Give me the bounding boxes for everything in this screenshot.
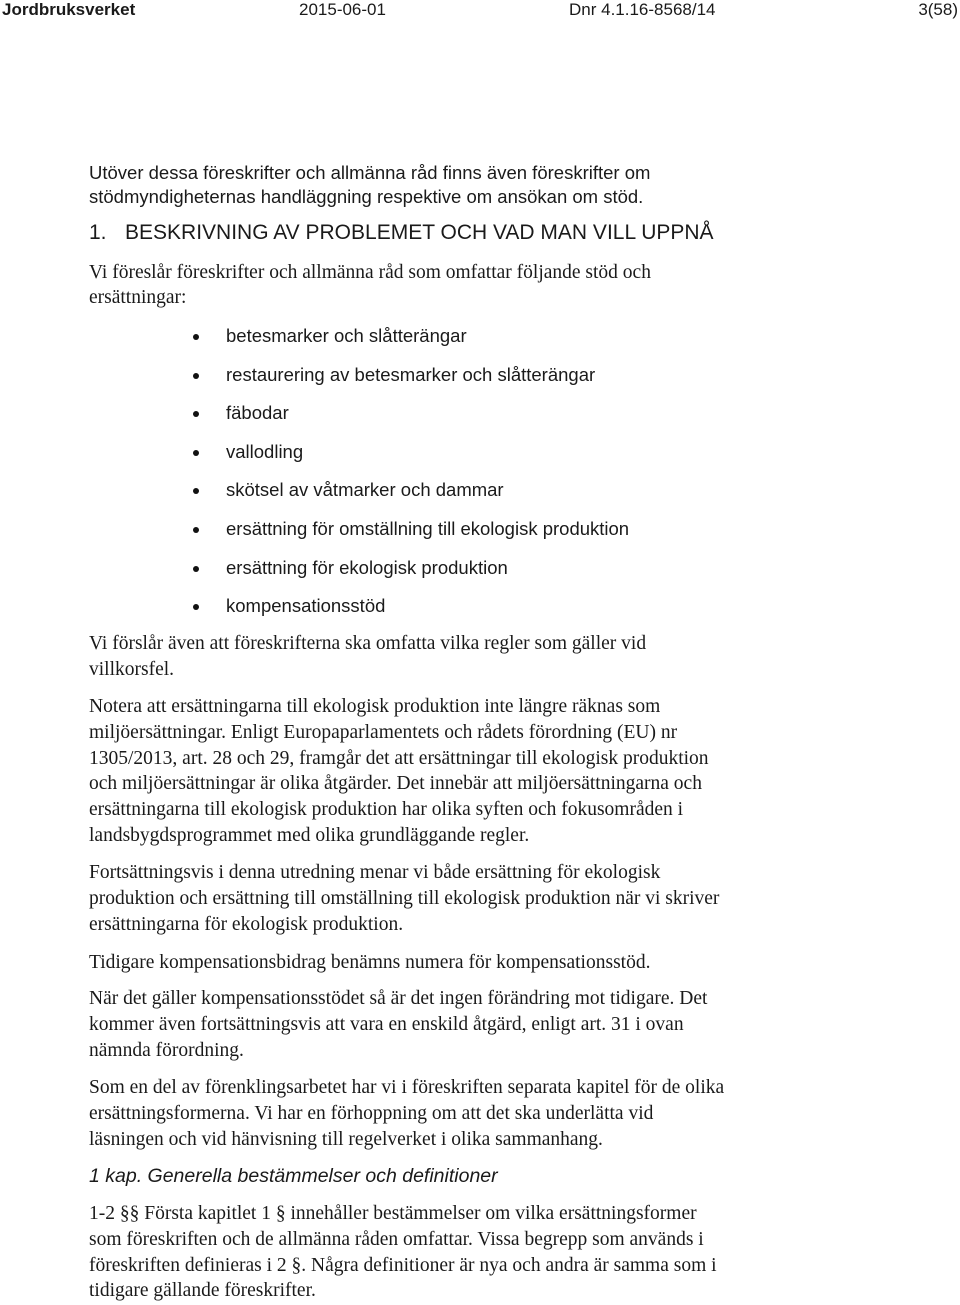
bullet-icon — [193, 488, 199, 494]
paragraph-villkorsfel — [89, 631, 869, 683]
paragraph-line: som föreskriften och de allmänna råden omfattar. Vissa begrepp som används i — [89, 1228, 704, 1250]
paragraph-line: Som en del av förenklingsarbetet har vi i föreskriften separata kapitel för de olika — [89, 1077, 725, 1098]
list-item-text: fäbodar — [226, 402, 289, 424]
paragraph-ecological-note — [89, 694, 869, 849]
list-item-text: restaurering av betesmarker och slåtterängar — [226, 363, 596, 385]
bullet-icon — [193, 411, 199, 417]
paragraph-line: ersättningarna till ekologisk produktion har olika syften och fokusområden i — [89, 799, 684, 821]
paragraph-line: kommer även fortsättningsvis att vara en enskild åtgärd, enligt art. 31 i ovan — [89, 1013, 684, 1035]
paragraph-line: ersättningarna för ekologisk produktion. — [89, 913, 404, 935]
document-reference-number: Dnr 4.1.16-8568/14 — [569, 0, 716, 19]
intro-line: stödmyndigheternas handläggning respektive om ansökan om stöd. — [89, 186, 644, 207]
paragraph-chapter-one — [89, 1201, 869, 1304]
chapter-title: Generella bestämmelser och definitioner — [147, 1165, 498, 1187]
paragraph-line: miljöersättningar. Enligt Europaparlamentets och rådets förordning (EU) nr — [89, 721, 678, 743]
page-number: 3(58) — [918, 0, 958, 19]
chapter-heading — [89, 1163, 498, 1189]
paragraph-compensation-support — [89, 986, 869, 1063]
bullet-icon — [193, 527, 199, 533]
list-item-text: betesmarker och slåtterängar — [226, 325, 467, 346]
list-item-text: skötsel av våtmarker och dammar — [226, 479, 504, 501]
paragraph-line: Fortsättningsvis i denna utredning menar vi både ersättning för ekologisk — [89, 862, 661, 883]
paragraph-simplification — [89, 1075, 869, 1152]
paragraph-line: landsbygdsprogrammet med olika grundläggande regler. — [89, 824, 530, 846]
bullet-icon — [193, 450, 199, 456]
paragraph-line: föreskriften definieras i 2 §. Några definitioner är nya och andra är samma som i — [89, 1254, 717, 1276]
section-number: 1. — [89, 221, 107, 244]
list-item-text: vallodling — [226, 440, 304, 462]
section-title: BESKRIVNING AV PROBLEMET OCH VAD MAN VILL UPPNÅ — [125, 221, 714, 244]
paragraph-line: ersättningsformerna. Vi har en förhoppning om att det ska underlätta vid — [89, 1102, 654, 1124]
chapter-label: 1 kap. — [89, 1165, 143, 1187]
list-item-text: ersättning för ekologisk produktion — [226, 556, 508, 578]
document-date: 2015-06-01 — [299, 0, 386, 19]
list-item-text: ersättning för omställning till ekologisk produktion — [226, 517, 630, 539]
paragraph-line: och miljöersättningar är olika åtgärder. Det innebär att miljöersättningarna och — [89, 773, 702, 795]
page-header — [0, 0, 960, 22]
paragraph-compensation-rename — [89, 950, 869, 976]
section-heading — [89, 219, 714, 247]
organization-name: Jordbruksverket — [2, 0, 136, 19]
lead-paragraph — [89, 260, 879, 310]
bullet-icon — [193, 604, 199, 610]
intro-line: Utöver dessa föreskrifter och allmänna råd finns även föreskrifter om — [89, 162, 651, 183]
bullet-icon — [193, 373, 199, 379]
paragraph-line: 1305/2013, art. 28 och 29, framgår det att ersättningar till ekologisk produktion — [89, 747, 709, 769]
paragraph-line: 1-2 §§ Första kapitlet 1 § innehåller bestämmelser om vilka ersättningsformer — [89, 1203, 697, 1224]
paragraph-line: Vi förslår även att föreskrifterna ska omfatta vilka regler som gäller vid — [89, 633, 647, 654]
bullet-icon — [193, 566, 199, 572]
paragraph-line: tidigare gällande föreskrifter. — [89, 1280, 316, 1302]
paragraph-line: Tidigare kompensationsbidrag benämns numera för kompensationsstöd. — [89, 952, 651, 973]
bullet-icon — [193, 334, 199, 340]
paragraph-line: läsningen och vid hänvisning till regelverket i olika sammanhang. — [89, 1128, 603, 1150]
lead-line: Vi föreslår föreskrifter och allmänna råd som omfattar följande stöd och — [89, 262, 651, 283]
paragraph-line: När det gäller kompensationsstödet så är det ingen förändring mot tidigare. Det — [89, 988, 708, 1009]
intro-paragraph — [89, 161, 909, 209]
paragraph-terminology — [89, 860, 869, 937]
lead-line: ersättningar: — [89, 287, 187, 308]
paragraph-line: produktion och ersättning till omställning till ekologisk produktion när vi skriver — [89, 887, 720, 909]
paragraph-line: villkorsfel. — [89, 658, 175, 680]
list-item-text: kompensationsstöd — [226, 595, 386, 617]
paragraph-line: Notera att ersättningarna till ekologisk produktion inte längre räknas som — [89, 696, 661, 717]
paragraph-line: nämnda förordning. — [89, 1039, 244, 1061]
